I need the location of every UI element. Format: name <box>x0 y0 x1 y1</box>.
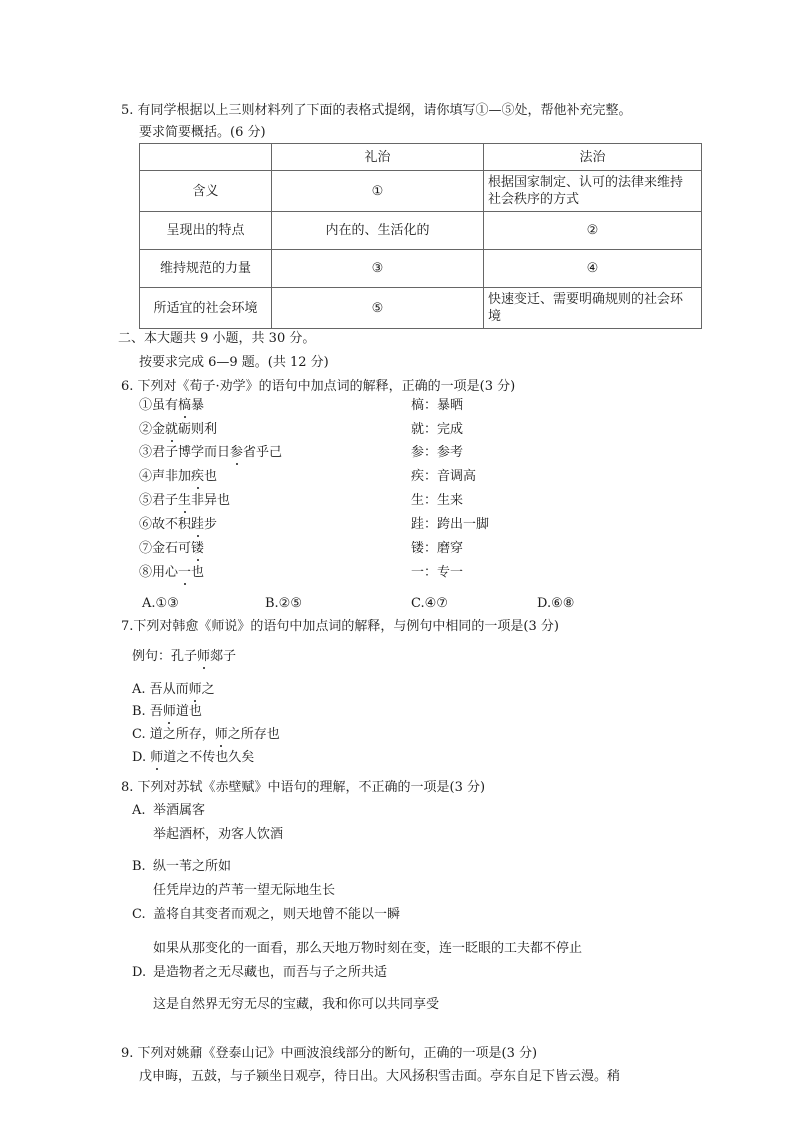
text-segment: ⑧用心 <box>139 565 179 580</box>
table-cell: ④ <box>484 250 702 288</box>
q8-option-explain: 如果从那变化的一面看，那么天地万物时刻在变，连一眨眼的工夫都不停止 <box>153 941 583 956</box>
table-row <box>140 250 702 288</box>
q8-option-explain: 任凭岸边的芦苇一望无际地生长 <box>153 883 336 898</box>
q6-item <box>139 564 204 582</box>
q6-prompt: 6. 下列对《荀子·劝学》的语句中加点词的解释，正确的一项是(3 分) <box>121 379 516 394</box>
q6-gloss: 跬：跨出一脚 <box>411 517 490 532</box>
q7-option <box>132 703 202 721</box>
dotted-word: 就 <box>165 422 179 437</box>
q5-requirement: 要求简要概括。(6 分) <box>139 125 266 140</box>
outline-table <box>139 143 702 329</box>
text-segment: 之所存也 <box>227 727 280 742</box>
q8-option-label: B. <box>132 859 146 874</box>
q6-option-d: D.⑥⑧ <box>537 596 575 611</box>
cell-line: 根据国家制定、认可的法律来维持 <box>488 175 684 190</box>
dotted-word: 跬 <box>191 517 205 532</box>
dotted-word: 师 <box>162 704 176 719</box>
text-segment: 省乎己 <box>243 445 283 460</box>
q8-option-text: 盖将自其变者而观之，则天地曾不能以一瞬 <box>153 907 401 922</box>
text-segment: ⑤君子 <box>139 493 179 508</box>
cell-line: 快速变迁、需要明确规则的社会环 <box>488 292 684 307</box>
table-cell: 维持规范的力量 <box>140 250 272 288</box>
text-segment: 砺则利 <box>178 422 218 437</box>
text-segment: ④声非加 <box>139 469 192 484</box>
q8-option-explain: 举起酒杯，劝客人饮酒 <box>153 827 284 842</box>
q6-option-c: C.④⑦ <box>411 596 448 611</box>
text-segment: 道之不传也久矣 <box>163 750 255 765</box>
q6-gloss: 槁：暴晒 <box>411 398 464 413</box>
q8-option-label: A. <box>132 803 146 818</box>
dotted-word: 师 <box>188 682 202 697</box>
text-segment: ②金 <box>139 422 166 437</box>
dotted-word: 槁 <box>178 398 192 413</box>
q9-passage: 戊申晦，五鼓，与子颍坐日观亭，待日出。大风扬积雪击面。亭东自足下皆云漫。稍 <box>139 1069 621 1084</box>
q6-item <box>139 492 230 510</box>
q6-item <box>139 397 204 415</box>
q7-option <box>132 681 215 699</box>
text-segment: 也 <box>204 469 218 484</box>
text-segment: 郯子 <box>210 649 237 664</box>
section-subheading: 按要求完成 6—9 题。(共 12 分) <box>139 355 329 370</box>
q7-prompt: 7.下列对韩愈《师说》的语句中加点词的解释，与例句中相同的一项是(3 分) <box>121 619 559 634</box>
q6-item <box>139 468 217 486</box>
text-segment: 非异也 <box>191 493 231 508</box>
q8-option-label: C. <box>132 907 146 922</box>
text-segment: 例句：孔子 <box>132 649 198 664</box>
table-cell: 呈现出的特点 <box>140 212 272 250</box>
q8-option-text: 纵一苇之所如 <box>153 859 232 874</box>
table-header-cell: 礼治 <box>272 144 484 171</box>
text-segment: ⑥故不积 <box>139 517 192 532</box>
q8-option-explain: 这是自然界无穷无尽的宝藏，我和你可以共同享受 <box>153 997 440 1012</box>
q6-gloss: 镂：磨穿 <box>411 541 464 556</box>
text-segment: D. <box>132 750 151 765</box>
q6-item <box>139 421 217 439</box>
q6-item <box>139 444 282 462</box>
table-row <box>140 212 702 250</box>
table-cell <box>484 288 702 329</box>
q6-gloss: 参：参考 <box>411 445 464 460</box>
q6-gloss: 生：生来 <box>411 493 464 508</box>
dotted-word: 一 <box>178 565 192 580</box>
text-segment: 道也 <box>175 704 202 719</box>
q5-prompt: 5. 有同学根据以上三则材料列了下面的表格式提纲，请你填写①—⑤处，帮他补充完整。 <box>121 103 632 118</box>
dotted-word: 师 <box>197 649 211 664</box>
text-segment: ③君子博学而日 <box>139 445 231 460</box>
q6-gloss: 疾：音调高 <box>411 469 477 484</box>
dotted-word: 生 <box>178 493 192 508</box>
dotted-word: 镂 <box>191 541 205 556</box>
dotted-word: 疾 <box>191 469 205 484</box>
q7-option <box>132 726 280 744</box>
text-segment: 也 <box>191 565 205 580</box>
q6-gloss: 一：专一 <box>411 565 464 580</box>
table-cell <box>484 171 702 212</box>
table-cell: ① <box>272 171 484 212</box>
section-heading: 二、本大题共 9 小题，共 30 分。 <box>118 331 316 346</box>
text-segment: C. 道之所存， <box>132 727 215 742</box>
q6-option-b: B.②⑤ <box>265 596 302 611</box>
q8-option-label: D. <box>132 965 147 980</box>
dotted-word: 参 <box>230 445 244 460</box>
dotted-word: 师 <box>214 727 228 742</box>
cell-line: 社会秩序的方式 <box>488 192 580 207</box>
q8-option-text: 是造物者之无尽藏也，而吾与子之所共适 <box>153 965 388 980</box>
q7-option <box>132 749 254 767</box>
text-segment: A. 吾从而 <box>132 682 189 697</box>
table-header-row <box>140 144 702 171</box>
table-cell: 内在的、生活化的 <box>272 212 484 250</box>
table-row <box>140 288 702 329</box>
table-row <box>140 171 702 212</box>
q6-gloss: 就：完成 <box>411 422 464 437</box>
cell-line: 境 <box>488 309 502 324</box>
q6-item <box>139 540 204 558</box>
text-segment: 之 <box>201 682 215 697</box>
table-cell: ⑤ <box>272 288 484 329</box>
dotted-word: 师 <box>150 750 164 765</box>
text-segment: ①虽有 <box>139 398 179 413</box>
table-cell: 含义 <box>140 171 272 212</box>
q8-option-text: 举酒属客 <box>153 803 206 818</box>
table-cell: ③ <box>272 250 484 288</box>
table-cell: ② <box>484 212 702 250</box>
table-cell: 所适宜的社会环境 <box>140 288 272 329</box>
text-segment: B. 吾 <box>132 704 163 719</box>
table-header-cell: 法治 <box>484 144 702 171</box>
q9-prompt: 9. 下列对姚鼐《登泰山记》中画波浪线部分的断句，正确的一项是(3 分) <box>121 1046 538 1061</box>
q6-option-a: A.①③ <box>142 596 179 611</box>
q6-item <box>139 516 217 534</box>
text-segment: 步 <box>204 517 218 532</box>
q7-example <box>132 648 236 666</box>
text-segment: 暴 <box>191 398 205 413</box>
table-header-cell <box>140 144 272 171</box>
text-segment: ⑦金石可 <box>139 541 192 556</box>
q8-prompt: 8. 下列对苏轼《赤壁赋》中语句的理解，不正确的一项是(3 分) <box>121 780 486 795</box>
